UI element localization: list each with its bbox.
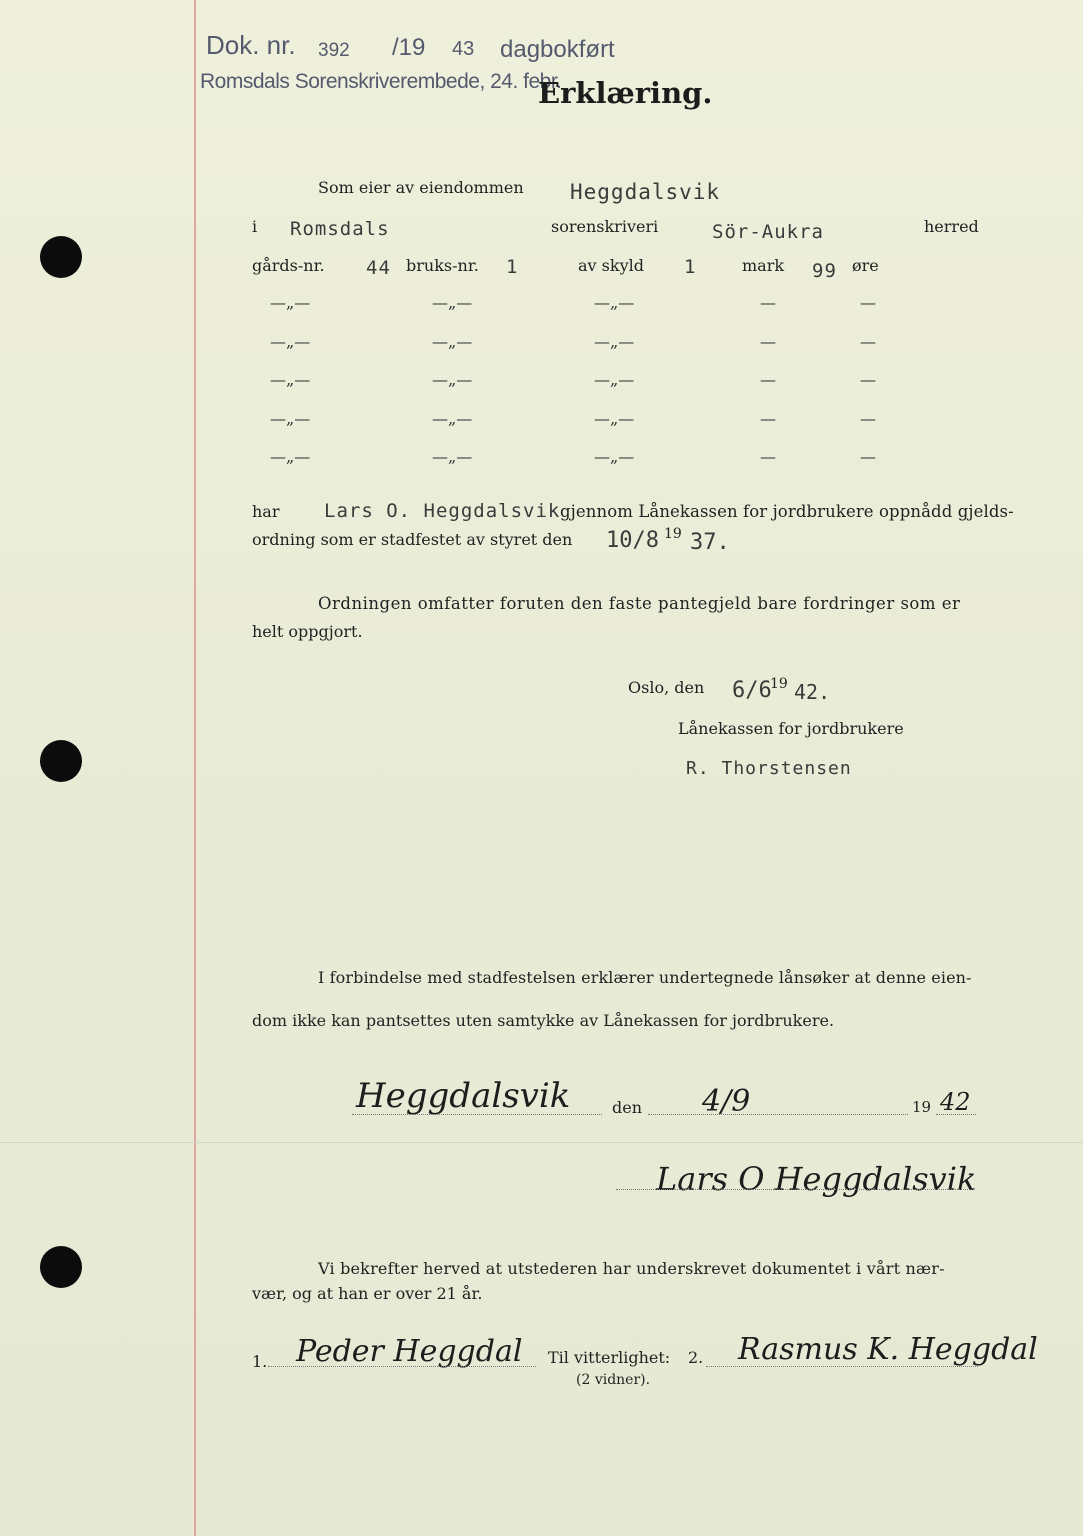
ditto-mark: —„— xyxy=(270,447,311,466)
ditto-mark: —„— xyxy=(432,293,473,312)
issuer-signature: R. Thorstensen xyxy=(686,758,852,779)
ditto-mark: —„— xyxy=(594,332,635,351)
ditto-mark: —„— xyxy=(270,332,311,351)
punch-hole xyxy=(40,236,82,278)
ditto-mark: —„— xyxy=(432,447,473,466)
municipality-name: Sör-Aukra xyxy=(712,221,824,243)
ditto-mark: —„— xyxy=(432,409,473,428)
issued-date-century: 19 xyxy=(770,676,788,692)
label-har: har xyxy=(252,502,280,521)
skyld-ore-value: 99 xyxy=(812,260,837,282)
witness-label: Til vitterlighet: xyxy=(548,1348,671,1367)
witness-2-line xyxy=(706,1366,978,1367)
ditto-mark: —„— xyxy=(270,370,311,389)
ditto-mark: —„— xyxy=(594,370,635,389)
stamp-office: Romsdals Sorenskriverembede, 24. febr. xyxy=(200,70,562,93)
ditto-mark: —„— xyxy=(432,370,473,389)
label-ore: øre xyxy=(852,256,879,275)
signing-place: Heggdalsvik xyxy=(356,1076,571,1116)
ditto-mark: —„— xyxy=(594,409,635,428)
ditto-mark: — xyxy=(760,293,776,312)
page-fold xyxy=(0,1142,1083,1143)
signing-place-line xyxy=(352,1114,602,1115)
statement-date-day: 10/8 xyxy=(606,528,659,553)
witness-line-1: Vi bekrefter herved at utstederen har underskrevet dokumentet i vårt nær- xyxy=(318,1259,945,1278)
issued-date-day: 6/6 xyxy=(732,678,772,703)
statement-date-year: 37. xyxy=(690,530,730,555)
ditto-mark: — xyxy=(860,370,876,389)
page-title: Erklæring. xyxy=(538,76,713,110)
statement-text-2: ordning som er stadfestet av styret den xyxy=(252,530,573,549)
ditto-mark: — xyxy=(860,293,876,312)
punch-hole xyxy=(40,740,82,782)
label-herred: herred xyxy=(924,217,979,236)
stamp-dagbokfort: dagbokført xyxy=(500,36,615,63)
signing-date: 4/9 xyxy=(702,1084,751,1119)
label-owner: Som eier av eiendommen xyxy=(318,178,524,197)
witness-1-number: 1. xyxy=(252,1352,268,1371)
ditto-mark: — xyxy=(760,332,776,351)
ditto-mark: — xyxy=(860,409,876,428)
label-mark: mark xyxy=(742,256,785,275)
witness-line-2: vær, og at han er over 21 år. xyxy=(252,1284,483,1303)
ditto-mark: — xyxy=(860,332,876,351)
borrower-signature-line xyxy=(616,1189,974,1190)
property-name: Heggdalsvik xyxy=(570,180,721,204)
witness-1-line xyxy=(268,1366,536,1367)
stamp-year: 43 xyxy=(452,38,475,60)
statement-date-century: 19 xyxy=(664,526,682,542)
ditto-mark: —„— xyxy=(594,447,635,466)
witness-note: (2 vidner). xyxy=(576,1372,651,1388)
stamp-year-prefix: /19 xyxy=(392,34,426,61)
ditto-mark: — xyxy=(760,447,776,466)
label-i: i xyxy=(252,217,258,236)
declaration-line-1: I forbindelse med stadfestelsen erklærer undertegnede lånsøker at denne eien- xyxy=(318,968,972,987)
label-skyld: av skyld xyxy=(578,256,644,275)
issued-date-year: 42. xyxy=(794,680,831,704)
ditto-mark: —„— xyxy=(432,332,473,351)
borrower-name: Lars O. Heggdalsvik xyxy=(324,500,561,522)
witness-2-signature: Rasmus K. Heggdal xyxy=(738,1332,1038,1367)
signing-year: 42 xyxy=(940,1088,971,1116)
district-name: Romsdals xyxy=(290,218,390,240)
issuing-institution: Lånekassen for jordbrukere xyxy=(678,719,904,738)
ditto-mark: —„— xyxy=(270,409,311,428)
punch-hole xyxy=(40,1246,82,1288)
ordning-line-1: Ordningen omfatter foruten den faste pantegjeld bare fordringer som er xyxy=(318,594,961,613)
label-sorenskriveri: sorenskriveri xyxy=(551,217,659,236)
stamp-doc-number: 392 xyxy=(318,40,350,61)
margin-rule xyxy=(194,0,196,1536)
skyld-mark-value: 1 xyxy=(684,256,697,278)
witness-2-number: 2. xyxy=(688,1348,704,1367)
declaration-line-2: dom ikke kan pantsettes uten samtykke av Lånekassen for jordbrukere. xyxy=(252,1011,835,1030)
gardsnr-value: 44 xyxy=(366,257,391,279)
issued-place: Oslo, den xyxy=(628,678,705,697)
statement-text-1: gjennom Lånekassen for jordbrukere oppnådd gjelds- xyxy=(560,502,1014,521)
signing-year-line xyxy=(936,1114,976,1115)
ordning-line-2: helt oppgjort. xyxy=(252,622,363,641)
ditto-mark: — xyxy=(860,447,876,466)
ditto-mark: — xyxy=(760,409,776,428)
label-gardsnr: gårds-nr. xyxy=(252,256,325,275)
ditto-mark: —„— xyxy=(594,293,635,312)
label-bruksnr: bruks-nr. xyxy=(406,256,479,275)
signing-date-line xyxy=(648,1114,908,1115)
ditto-mark: — xyxy=(760,370,776,389)
signing-century: 19 xyxy=(912,1098,932,1116)
borrower-signature: Lars O Heggdalsvik xyxy=(656,1160,977,1198)
stamp-prefix: Dok. nr. xyxy=(206,30,296,60)
ditto-mark: —„— xyxy=(270,293,311,312)
label-den: den xyxy=(612,1098,643,1117)
witness-1-signature: Peder Heggdal xyxy=(296,1334,523,1369)
bruksnr-value: 1 xyxy=(506,256,519,278)
